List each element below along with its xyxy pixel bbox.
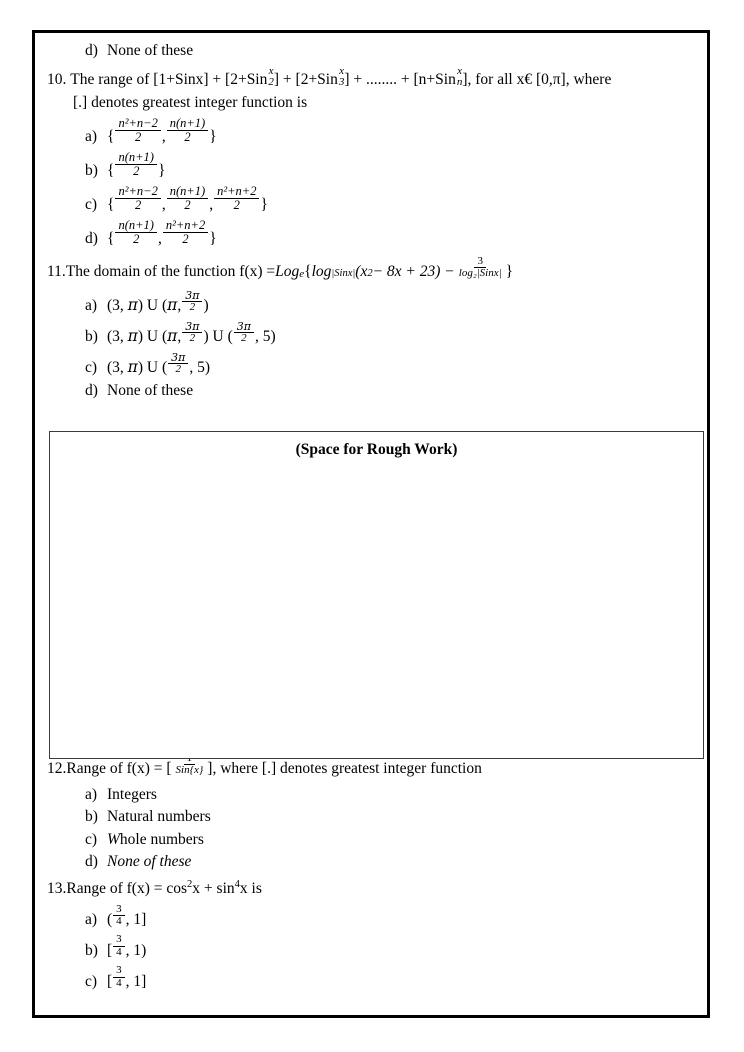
rough-work-title: (Space for Rough Work) bbox=[295, 441, 458, 458]
fraction-numerator: n(n+1) bbox=[115, 219, 157, 233]
fraction-denominator: 2 bbox=[189, 332, 196, 345]
paren-open: ( bbox=[161, 297, 168, 315]
option-row bbox=[85, 219, 697, 246]
option-row bbox=[85, 383, 697, 399]
union-symbol: U bbox=[146, 297, 159, 315]
value-1: 1 bbox=[133, 972, 142, 990]
option-row bbox=[85, 117, 697, 144]
option-text: None of these bbox=[107, 381, 194, 399]
option-row bbox=[85, 787, 697, 803]
option-text: None of these bbox=[107, 853, 192, 871]
exponent-2: 2 bbox=[187, 878, 193, 890]
value-3: 3 bbox=[112, 297, 120, 315]
bracket-open: [ bbox=[107, 941, 113, 959]
question-number: 12. bbox=[47, 760, 67, 778]
fraction-denominator: 3 bbox=[338, 75, 345, 88]
paren-close: ) bbox=[137, 297, 144, 315]
fraction-numerator: 3 bbox=[113, 934, 125, 946]
question-text-cont2: x is bbox=[239, 880, 262, 898]
fraction-numerator: x bbox=[268, 64, 274, 77]
option-label: d) bbox=[85, 381, 98, 399]
comma: , bbox=[125, 910, 130, 928]
brace-close: } bbox=[260, 195, 268, 213]
fraction-numerator: n(n+1) bbox=[167, 185, 209, 199]
fraction bbox=[167, 117, 209, 144]
fraction-denominator: 2 bbox=[184, 130, 191, 144]
brace-close: } bbox=[209, 229, 217, 247]
paren-open: ( bbox=[227, 328, 233, 346]
paren-open: ( bbox=[107, 359, 113, 376]
paren-close: ) bbox=[270, 328, 276, 346]
paren-close: ) bbox=[203, 328, 209, 346]
fraction-denominator: n bbox=[456, 75, 463, 88]
brace-open: { bbox=[107, 161, 115, 179]
question-10-stem-line2: [.] denotes greatest integer function is bbox=[73, 93, 308, 111]
comma: , bbox=[161, 127, 166, 145]
pi-symbol: π bbox=[167, 327, 178, 346]
fraction-denominator: 2 bbox=[233, 198, 240, 212]
bracket-open: [ bbox=[107, 972, 113, 990]
fraction-denominator: 2 bbox=[189, 301, 196, 314]
fraction-denominator: 4 bbox=[116, 945, 122, 958]
brace-open: { bbox=[107, 127, 115, 145]
fraction-numerator: n(n+1) bbox=[167, 117, 209, 131]
union-symbol: U bbox=[146, 328, 159, 346]
option-label: a) bbox=[85, 297, 98, 315]
fraction-denominator: 2 bbox=[182, 232, 189, 246]
option-label: c) bbox=[85, 359, 98, 376]
paren-open: ( bbox=[107, 297, 113, 315]
option-row bbox=[85, 321, 697, 345]
pi-symbol: π bbox=[127, 327, 138, 346]
union-symbol: U bbox=[212, 328, 224, 346]
comma: , bbox=[161, 195, 166, 213]
fraction-denominator: 2 bbox=[133, 232, 140, 246]
option-label: c) bbox=[85, 195, 98, 213]
option-label: b) bbox=[85, 941, 98, 959]
comma: , bbox=[125, 972, 130, 990]
option-label: a) bbox=[85, 127, 98, 145]
value-1: 1 bbox=[133, 941, 142, 959]
fraction-numerator: 3 bbox=[113, 965, 125, 977]
question-10-stem bbox=[47, 66, 697, 88]
comma: , bbox=[177, 297, 182, 315]
comma: , bbox=[125, 941, 130, 959]
option-label: d) bbox=[85, 853, 98, 871]
option-row bbox=[85, 854, 697, 870]
fraction-3pi-over-2 bbox=[168, 352, 188, 376]
paren-close: ) bbox=[204, 359, 211, 376]
value-1: 1 bbox=[133, 910, 142, 928]
question-number: 11. bbox=[47, 263, 66, 281]
polynomial-rest: − 8x + 23) − bbox=[372, 263, 455, 281]
brace-close: } bbox=[157, 161, 166, 179]
option-row bbox=[85, 934, 697, 958]
fraction bbox=[214, 185, 259, 212]
pi-symbol: π bbox=[167, 296, 178, 315]
option-label: b) bbox=[85, 161, 98, 179]
question-text-cont3: ], for all x€ [0,π], where bbox=[462, 71, 612, 88]
fraction-denominator: 2 bbox=[175, 363, 182, 376]
option-text-emphasis: W bbox=[107, 830, 120, 848]
brace-open: { bbox=[107, 229, 115, 247]
option-row bbox=[85, 290, 697, 314]
fraction-numerator: n(n+1) bbox=[115, 151, 157, 165]
option-row bbox=[85, 151, 697, 178]
fraction bbox=[163, 219, 208, 246]
question-text-cont: x + sin bbox=[192, 880, 235, 898]
exam-page bbox=[32, 30, 710, 1018]
fraction-denominator: 2 bbox=[135, 198, 142, 212]
comma: , bbox=[119, 359, 124, 376]
fraction-denominator: log₂|Sinx| bbox=[458, 267, 502, 280]
value-3: 3 bbox=[112, 359, 120, 376]
comma: , bbox=[189, 359, 194, 376]
question-text: The range of [1+Sinx] + [2+Sin bbox=[70, 71, 268, 88]
fraction-denominator: Sin{x} bbox=[175, 764, 204, 777]
question-text: The domain of the function f(x) = bbox=[65, 263, 276, 281]
question-text-cont: ] + [2+Sin bbox=[273, 71, 338, 88]
rough-work-box bbox=[49, 431, 704, 759]
brace-close: } bbox=[505, 263, 514, 281]
fraction-denominator: 2 bbox=[133, 164, 140, 178]
fraction-numerator: n²+n−2 bbox=[115, 185, 160, 199]
pi-symbol: π bbox=[127, 296, 138, 315]
fraction-numerator: 3 bbox=[474, 256, 486, 268]
exponent-4: 4 bbox=[234, 878, 240, 890]
brace-close: } bbox=[209, 127, 217, 145]
question-text-cont: ], where [.] denotes greatest integer function bbox=[207, 760, 482, 778]
comma: , bbox=[254, 328, 259, 346]
option-label: c) bbox=[85, 972, 98, 990]
fraction-numerator: 3π bbox=[182, 290, 202, 302]
option-text: None of these bbox=[107, 42, 194, 59]
option-row bbox=[85, 43, 697, 59]
fraction-denominator: 4 bbox=[116, 976, 122, 989]
fraction-numerator: x bbox=[339, 64, 345, 77]
fraction-3pi-over-2 bbox=[182, 290, 202, 314]
question-number: 10. bbox=[47, 71, 67, 88]
pi-symbol: π bbox=[127, 358, 138, 376]
option-label: d) bbox=[85, 229, 98, 247]
fraction bbox=[115, 185, 160, 212]
bracket-close: ] bbox=[141, 910, 147, 928]
fraction-3-over-4 bbox=[113, 934, 125, 958]
fraction bbox=[115, 151, 157, 178]
fraction bbox=[115, 117, 160, 144]
comma: , bbox=[209, 195, 214, 213]
fraction-numerator: 3π bbox=[234, 321, 254, 333]
fraction bbox=[167, 185, 209, 212]
log-base: log bbox=[311, 263, 332, 281]
value-5: 5 bbox=[262, 328, 271, 346]
option-label: d) bbox=[85, 42, 98, 59]
option-row bbox=[85, 965, 697, 989]
fraction-denominator: 2 bbox=[268, 75, 274, 88]
fraction-numerator: 3π bbox=[182, 321, 202, 333]
fraction-numerator: 3 bbox=[113, 904, 125, 916]
fraction-numerator: n²+n−2 bbox=[115, 117, 160, 131]
fraction-3pi-over-2 bbox=[234, 321, 254, 345]
fraction-3-over-4 bbox=[113, 965, 125, 989]
option-label: c) bbox=[85, 830, 98, 848]
exponent-2: 2 bbox=[367, 268, 373, 280]
option-row bbox=[85, 352, 697, 376]
union-symbol: U bbox=[146, 359, 159, 376]
question-text-cont2: ] + ........ + [n+Sin bbox=[344, 71, 456, 88]
fraction-3pi-over-2 bbox=[182, 321, 202, 345]
option-text: hole numbers bbox=[119, 830, 204, 848]
value-3: 3 bbox=[112, 328, 120, 346]
option-text: Integers bbox=[107, 785, 157, 803]
log-e-subscript: e bbox=[299, 267, 305, 280]
paren-close: ) bbox=[137, 359, 144, 376]
fraction-denominator: 2 bbox=[241, 332, 247, 345]
option-label: b) bbox=[85, 328, 98, 346]
fraction-numerator: n²+n+2 bbox=[214, 185, 259, 199]
option-text: Natural numbers bbox=[107, 808, 211, 826]
option-label: b) bbox=[85, 808, 98, 826]
option-label: a) bbox=[85, 785, 98, 803]
paren-open: ( bbox=[107, 910, 113, 928]
brace-open: { bbox=[107, 195, 115, 213]
fraction-denominator: 2 bbox=[184, 198, 191, 212]
question-number: 13. bbox=[47, 880, 67, 898]
comma: , bbox=[119, 328, 124, 346]
fraction-3-over-4 bbox=[113, 904, 125, 928]
comma: , bbox=[157, 229, 162, 247]
option-label: a) bbox=[85, 910, 98, 928]
question-11-stem bbox=[47, 256, 697, 280]
fraction-numerator: n²+n+2 bbox=[163, 219, 208, 233]
fraction-denominator: 2 bbox=[135, 130, 142, 144]
fraction-3-over-log2 bbox=[456, 256, 505, 280]
fraction-numerator: 3π bbox=[168, 352, 188, 364]
paren-close: ) bbox=[203, 297, 209, 315]
value-5: 5 bbox=[197, 359, 205, 376]
option-row bbox=[85, 832, 697, 848]
bracket-close: ] bbox=[141, 972, 147, 990]
paren-open: ( bbox=[161, 359, 168, 376]
paren-open: ( bbox=[107, 328, 113, 346]
option-row bbox=[85, 809, 697, 825]
question-13-stem bbox=[47, 880, 697, 897]
question-text: Range of f(x) = cos bbox=[66, 880, 188, 898]
option-row bbox=[85, 904, 697, 928]
paren-close: ) bbox=[137, 328, 144, 346]
paren-open: ( bbox=[161, 328, 168, 346]
fraction-denominator: 4 bbox=[116, 914, 122, 927]
fraction-numerator: x bbox=[457, 64, 463, 77]
brace-open: { bbox=[304, 263, 312, 281]
log-e: Log bbox=[275, 263, 300, 281]
fraction bbox=[115, 219, 157, 246]
comma: , bbox=[119, 297, 124, 315]
option-row bbox=[85, 185, 697, 212]
paren-close: ) bbox=[141, 941, 147, 959]
question-text: Range of f(x) = [ bbox=[66, 760, 172, 778]
polynomial-open: (x bbox=[355, 263, 368, 281]
comma: , bbox=[177, 328, 182, 346]
page-content bbox=[35, 33, 707, 1015]
log-base-subscript: |Sinx| bbox=[331, 268, 356, 280]
